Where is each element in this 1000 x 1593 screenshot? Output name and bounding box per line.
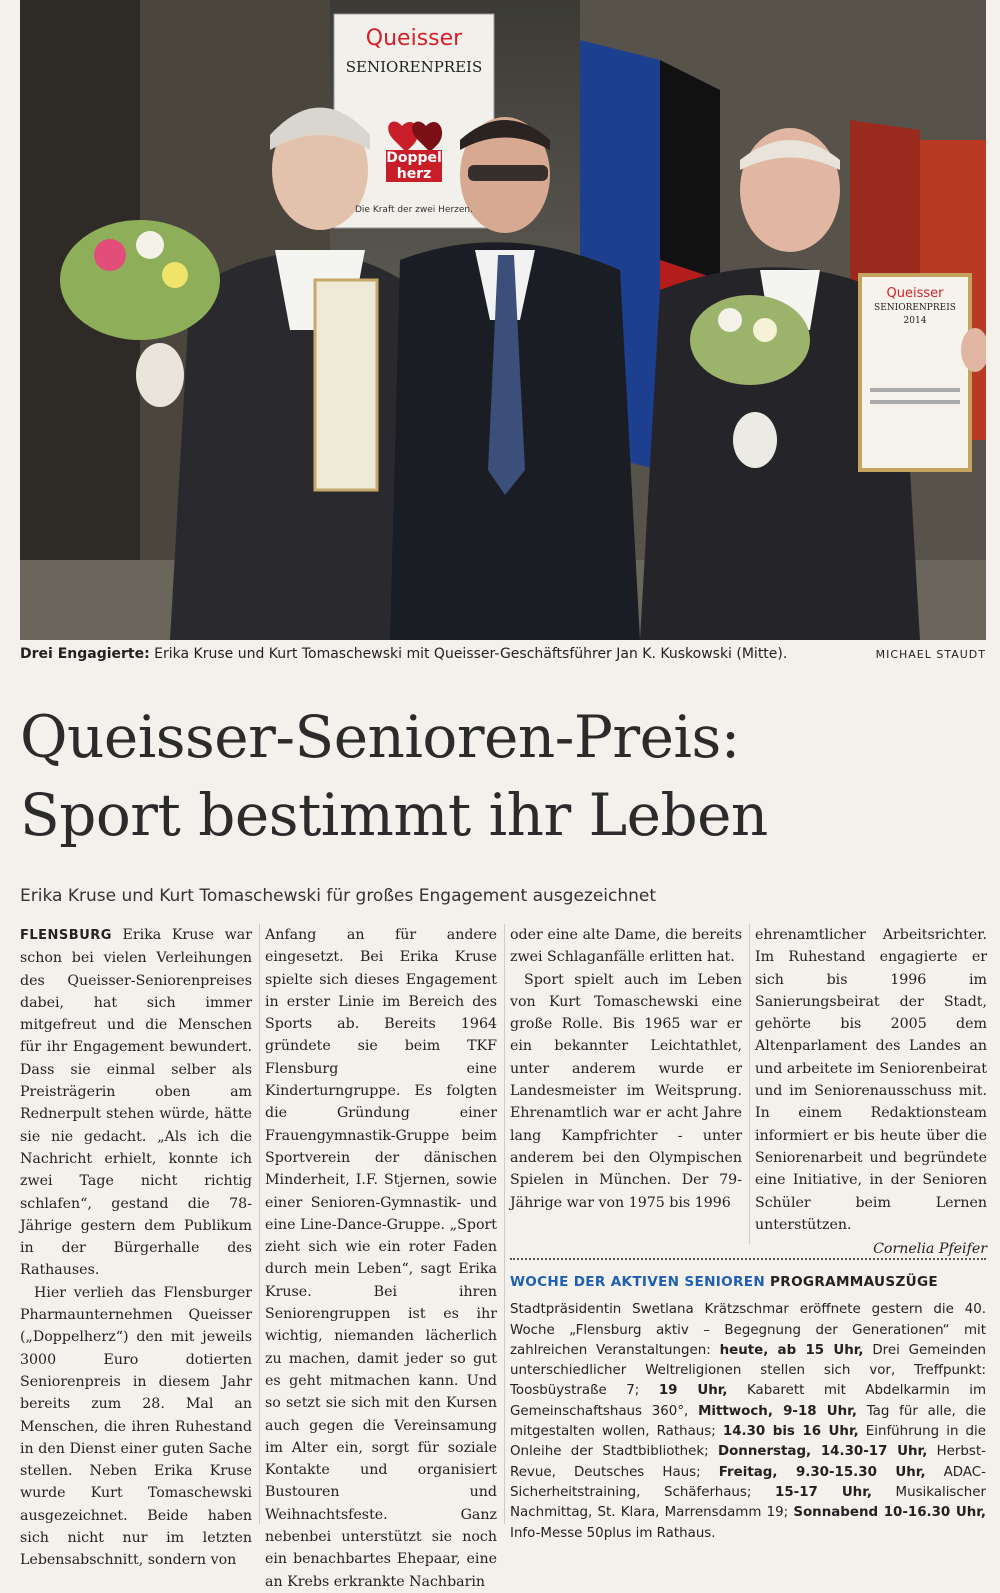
sign-brand: Queisser [365,26,463,51]
event-desc: Einführung in die Onleihe der Stadtbibliothek; [510,1424,986,1460]
certificate-title: SENIORENPREIS [874,303,956,313]
infobox-body [510,1300,986,1544]
article-column-3 [510,924,742,1214]
author-signature: Cornelia Pfeifer [873,1241,987,1258]
sign-logo-line1: Doppel [386,150,442,166]
column-divider [259,924,260,1524]
program-infobox [510,1258,986,1542]
col3-paragraph-2: Sport spielt auch im Leben von Kurt Tomaschewski eine große Rolle. Bis 1965 war er ein bekannter Leichtathlet, unter anderem wurde er Landesmeister im Weitsprung. Ehrenamtlich war er acht Jahre lang Kampfrichter - unter anderem bei den Olympischen Spielen in München. Der 79-Jährige war von 1975 bis 1996 [510,971,742,1211]
column-divider [749,924,750,1244]
headline [20,698,986,854]
infobox-kicker [510,1272,986,1292]
certificate-brand: Queisser [886,286,944,301]
sign-logo-line2: herz [396,166,432,182]
event-desc: Tag für alle, die mitgestalten wollen, Rathaus; [510,1403,986,1440]
event-desc: Info-Messe 50plus im Rathaus. [510,1525,716,1541]
article-column-4 [755,924,987,1260]
article-column-1 [20,924,252,1572]
event-time: 14.30 bis 16 Uhr, [722,1424,859,1440]
caption-lead: Drei Engagierte: [20,646,150,662]
dateline: FLENSBURG [20,928,112,943]
photo-credit: MICHAEL STAUDT [875,648,986,661]
photo-illustration [20,0,986,640]
infobox-kicker-black: PROGRAMMAUSZÜGE [765,1274,938,1290]
event-time: 15-17 Uhr, [775,1484,872,1500]
col1-paragraph-1: Erika Kruse war schon bei vielen Verleihungen des Queisser-Seniorenpreises dabei, hat sich immer mitgefreut und die Menschen für ihr Engagement bewundert. Dass sie einmal selber als Preisträgerin oben am Rednerpult stehen würde, hätte sie nie gedacht. „Als ich die Nachricht erhielt, konnte ich zwei Tage nicht richtig schlafen“, gestand die 78-Jährige gestern dem Publikum in der Bürgerhalle des Rathauses. [20,927,252,1279]
col2-paragraph-1: Anfang an für andere eingesetzt. Bei Erika Kruse spielte sich dieses Engagement in erster Linie im Bereich des Sports ab. Bereits 1964 gründete sie beim TKF Flensburg eine Kinderturngruppe. Es folgten die Gründung einer Frauengymnastik-Gruppe beim Sportverein der dänischen Minderheit, I.F. Stjernen, sowie einer Senioren-Gymnastik- und eine Line-Dance-Gruppe. „Sport zieht sich wie ein roter Faden durch mein Leben“, sagt Erika Kruse. Bei ihren Seniorengruppen ist es ihr wichtig, niemanden lächerlich zu machen, damit jeder so gut es geht mitmachen kann. Und so setzt sie sich mit den Kursen auch gegen die Vereinsamung im Alter ein, sorgt für soziale Kontakte und organisiert Bustouren und Weihnachtsfeste. Ganz nebenbei unterstützt sie noch ein benachbartes Ehepaar, eine an Krebs erkrankte Nachbarin [265,927,497,1590]
subheadline: Erika Kruse und Kurt Tomaschewski für großes Engagement ausgezeichnet [20,886,657,906]
headline-line2: Sport bestimmt ihr Leben [20,781,768,849]
event-desc: ADAC-Sicherheitstraining, Schäferhaus; [510,1464,986,1500]
event-time: Sonnabend 10-16.30 Uhr, [793,1505,986,1521]
col3-paragraph-1: oder eine alte Dame, die bereits zwei Schlaganfälle erlitten hat. [510,927,742,966]
sign-tagline: Die Kraft der zwei Herzen. [355,205,473,215]
article-photo [20,0,986,640]
event-time: Freitag, 9.30-15.30 Uhr, [718,1464,926,1480]
certificate-year: 2014 [903,316,927,326]
headline-line1: Queisser-Senioren-Preis: [20,703,740,771]
event-time: 19 Uhr, [658,1383,728,1399]
sign-logo [386,150,442,182]
event-time: heute, ab 15 Uhr, [719,1342,864,1358]
caption-text: Erika Kruse und Kurt Tomaschewski mit Queisser-Geschäftsführer Jan K. Kuskowski (Mitte). [149,646,788,662]
photo-caption [20,646,986,668]
event-desc: Herbst-Revue, Deutsches Haus; [510,1444,986,1480]
col4-paragraph-1: ehrenamtlicher Arbeitsrichter. Im Ruhestand engagierte er sich bis 1996 im Sanierungsbeirat der Stadt, gehörte bis 2005 dem Altenparlament des Landes an und arbeitete im Seniorenbeirat und im Seniorenausschuss mit. In einem Redaktionsteam informiert er bis heute über die Seniorenarbeit und begründete eine Initiative, in der Senioren Schüler beim Lernen unterstützen. [755,927,987,1233]
sign-title: SENIORENPREIS [345,58,483,76]
event-desc: Drei Gemeinden unterschiedlicher Weltreligionen stellen sich vor, Treffpunkt: Toosbüystraße 7; [510,1342,986,1399]
event-desc: Kabarett mit Abdelkarmin im Gemeinschaftshaus 360°, [510,1383,986,1419]
column-divider [504,924,505,1524]
event-time: Mittwoch, 9-18 Uhr, [698,1403,857,1419]
event-time: Donnerstag, 14.30-17 Uhr, [717,1444,928,1460]
event-desc: Musikalischer Nachmittag, St. Klara, Marrensdamm 19; [510,1484,987,1521]
infobox-intro: Stadtpräsidentin Swetlana Krätzschmar eröffnete gestern die 40. Woche „Flensburg aktiv – Begegnung der Generationen“ mit zahlreichen Veranstaltungen: [510,1302,986,1358]
infobox-kicker-blue: WOCHE DER AKTIVEN SENIOREN [510,1274,765,1290]
col1-paragraph-2: Hier verlieh das Flensburger Pharmaunternehmen Queisser („Doppelherz“) den mit jeweils 3000 Euro dotierten Seniorenpreis in diesem Jahr bereits zum 28. Mal an Menschen, die ihren Ruhestand in den Dienst einer guten Sache stellen. Neben Erika Kruse wurde Kurt Tomaschewski ausgezeichnet. Beide haben sich nicht nur im letzten Lebensabschnitt, sondern von [20,1284,252,1569]
article-column-2 [265,924,497,1593]
